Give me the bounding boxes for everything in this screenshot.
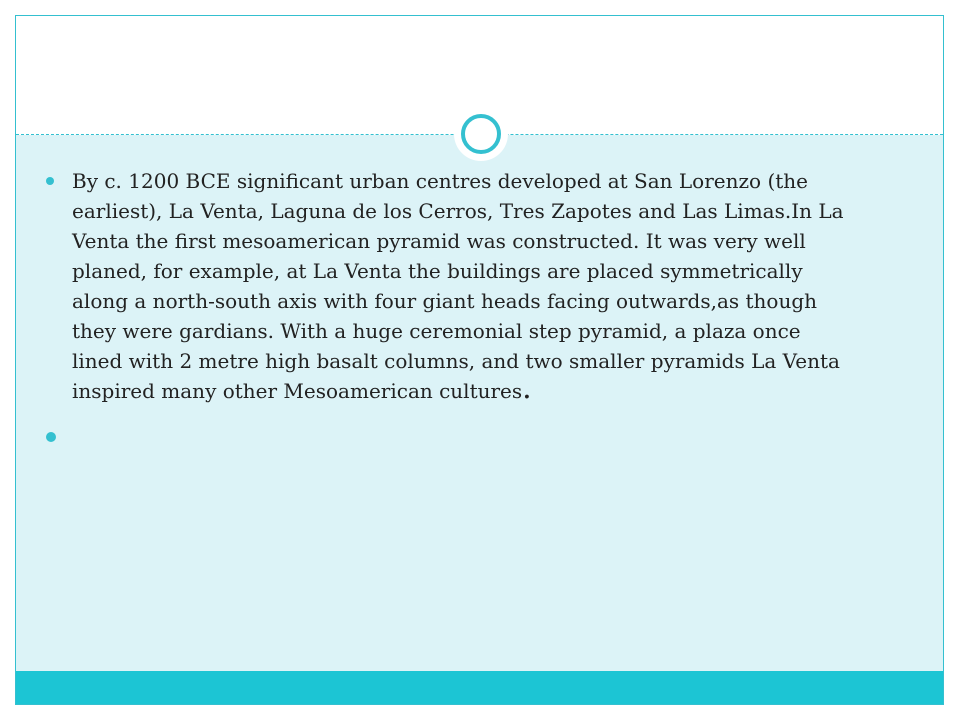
bullet-item — [46, 166, 846, 406]
ring-icon — [461, 114, 501, 154]
bullet-text: By c. 1200 BCE significant urban centres developed at San Lorenzo (the earliest), La Venta, Laguna de los Cerros, Tres Zapotes and Las Limas.In La Venta the first mesoamerican pyramid was constructed. It was very well planed, for example, at La Venta the buildings are placed symmetrically along a north-south axis with four giant heads facing outwards,as though they were gardians. With a huge ceremonial step pyramid, a plaza once lined with 2 metre high basalt columns, and two smaller pyramids La Venta inspired many other Mesoamerican cultures — [72, 169, 844, 403]
bullet-icon — [46, 177, 54, 185]
bullet-list — [46, 166, 846, 458]
bullet-period: . — [522, 371, 532, 406]
bullet-item-empty — [46, 418, 846, 458]
slide — [15, 15, 944, 705]
footer-bar — [16, 671, 943, 705]
bullet-icon — [46, 432, 56, 442]
